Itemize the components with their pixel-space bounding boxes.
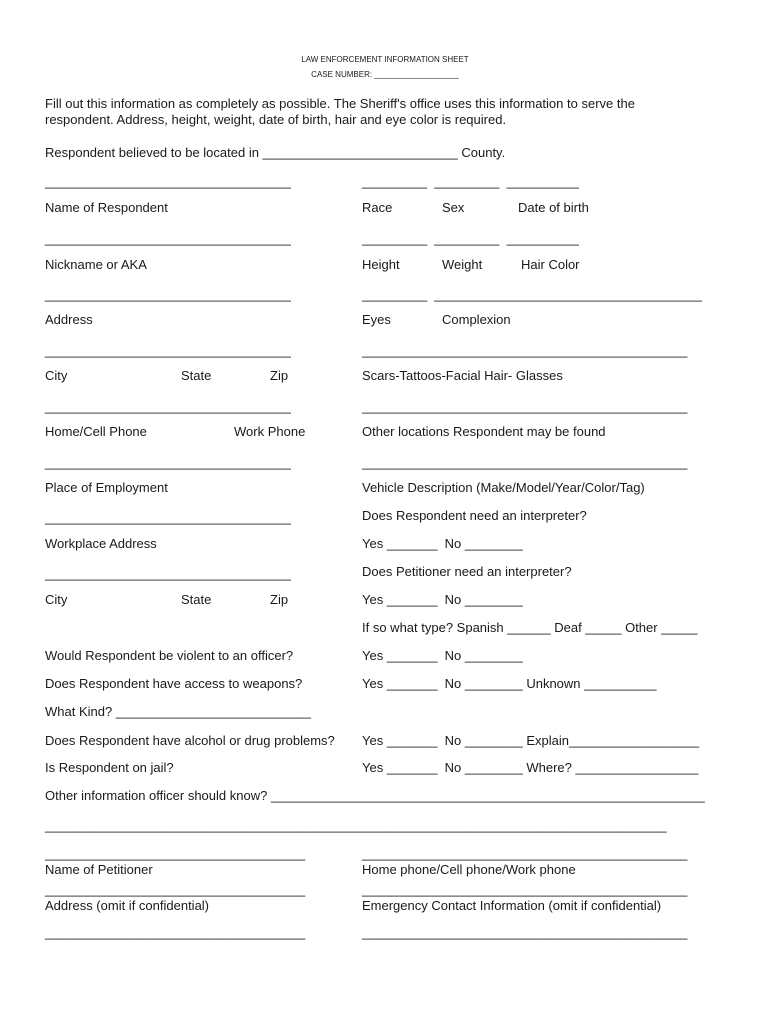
petitioner-name-blank[interactable]: ____________________________________ [45, 846, 306, 861]
workplace-city-blank[interactable]: __________________________________ [45, 566, 291, 581]
address-label: Address [45, 312, 93, 327]
violent-question: Would Respondent be violent to an officer? [45, 648, 294, 663]
workplace-address-label: Workplace Address [45, 536, 157, 551]
petitioner-interpreter-question: Does Petitioner need an interpreter? [362, 564, 572, 579]
interpreter-type-field[interactable]: If so what type? Spanish ______ Deaf _____ Other _____ [362, 620, 698, 635]
weight-label: Weight [442, 257, 483, 272]
name-of-respondent-label: Name of Respondent [45, 200, 168, 215]
eyes-label: Eyes [362, 312, 391, 327]
home-cell-phone-label: Home/Cell Phone [45, 424, 147, 439]
petitioner-address-blank[interactable]: ____________________________________ [45, 882, 306, 897]
employment-blank[interactable]: __________________________________ [45, 455, 291, 470]
eyes-complexion-blank[interactable]: _________ _____________________________________ [362, 287, 702, 302]
workplace-state-label: State [181, 592, 212, 607]
nickname-blank[interactable]: __________________________________ [45, 231, 291, 246]
county-field[interactable]: Respondent believed to be located in ___________________________ County. [45, 145, 506, 160]
alcohol-yes-no-explain[interactable]: Yes _______ No ________ Explain__________________ [362, 733, 700, 748]
case-number-field[interactable]: CASE NUMBER: ___________________ [311, 70, 459, 79]
violent-yes-no[interactable]: Yes _______ No ________ [362, 648, 523, 663]
respondent-interpreter-yes-no[interactable]: Yes _______ No ________ [362, 536, 523, 551]
hair-color-label: Hair Color [521, 257, 580, 272]
weapons-question: Does Respondent have access to weapons? [45, 676, 303, 691]
name-of-respondent-blank[interactable]: __________________________________ [45, 174, 291, 189]
weapons-yes-no-unknown[interactable]: Yes _______ No ________ Unknown __________ [362, 676, 657, 691]
sex-label: Sex [442, 200, 465, 215]
height-weight-hair-blank[interactable]: _________ _________ __________ [362, 231, 579, 246]
city-label: City [45, 368, 68, 383]
vehicle-blank[interactable]: _____________________________________________ [362, 455, 688, 470]
phone-blank[interactable]: __________________________________ [45, 399, 291, 414]
zip-label: Zip [270, 368, 289, 383]
race-sex-dob-blank[interactable]: _________ _________ __________ [362, 174, 579, 189]
form-title: LAW ENFORCEMENT INFORMATION SHEET [301, 55, 469, 64]
other-information-field[interactable]: Other information officer should know? ____________________________________________________________ [45, 788, 705, 803]
emergency-contact-blank[interactable]: _____________________________________________ [362, 882, 688, 897]
petitioner-address-label: Address (omit if confidential) [45, 898, 210, 913]
petitioner-phone-blank[interactable]: _____________________________________________ [362, 846, 688, 861]
scars-label: Scars-Tattoos-Facial Hair- Glasses [362, 368, 563, 383]
petitioner-final-blank-right[interactable]: _____________________________________________ [362, 925, 688, 940]
other-locations-label: Other locations Respondent may be found [362, 424, 606, 439]
height-label: Height [362, 257, 400, 272]
intro-line-1: Fill out this information as completely as possible. The Sheriff's office uses this information to serve the [45, 96, 635, 111]
what-kind-field[interactable]: What Kind? ___________________________ [45, 704, 312, 719]
vehicle-description-label: Vehicle Description (Make/Model/Year/Color/Tag) [362, 480, 645, 495]
intro-line-2: respondent. Address, height, weight, date of birth, hair and eye color is required. [45, 112, 507, 127]
petitioner-final-blank-left[interactable]: ____________________________________ [45, 925, 306, 940]
respondent-interpreter-question: Does Respondent need an interpreter? [362, 508, 587, 523]
state-label: State [181, 368, 212, 383]
name-of-petitioner-label: Name of Petitioner [45, 862, 153, 877]
emergency-contact-label: Emergency Contact Information (omit if confidential) [362, 898, 662, 913]
other-locations-blank[interactable]: _____________________________________________ [362, 399, 688, 414]
jail-question: Is Respondent on jail? [45, 760, 174, 775]
work-phone-label: Work Phone [234, 424, 306, 439]
petitioner-interpreter-yes-no[interactable]: Yes _______ No ________ [362, 592, 523, 607]
address-blank[interactable]: __________________________________ [45, 287, 291, 302]
workplace-zip-label: Zip [270, 592, 289, 607]
nickname-label: Nickname or AKA [45, 257, 147, 272]
petitioner-phones-label: Home phone/Cell phone/Work phone [362, 862, 576, 877]
date-of-birth-label: Date of birth [518, 200, 589, 215]
city-state-zip-blank[interactable]: __________________________________ [45, 343, 291, 358]
other-information-continuation[interactable]: ______________________________________________________________________________________ [45, 818, 667, 833]
workplace-city-label: City [45, 592, 68, 607]
complexion-label: Complexion [442, 312, 511, 327]
place-of-employment-label: Place of Employment [45, 480, 168, 495]
jail-yes-no-where[interactable]: Yes _______ No ________ Where? _________________ [362, 760, 699, 775]
alcohol-question: Does Respondent have alcohol or drug problems? [45, 733, 335, 748]
scars-blank[interactable]: _____________________________________________ [362, 343, 688, 358]
race-label: Race [362, 200, 393, 215]
workplace-address-blank[interactable]: __________________________________ [45, 510, 291, 525]
